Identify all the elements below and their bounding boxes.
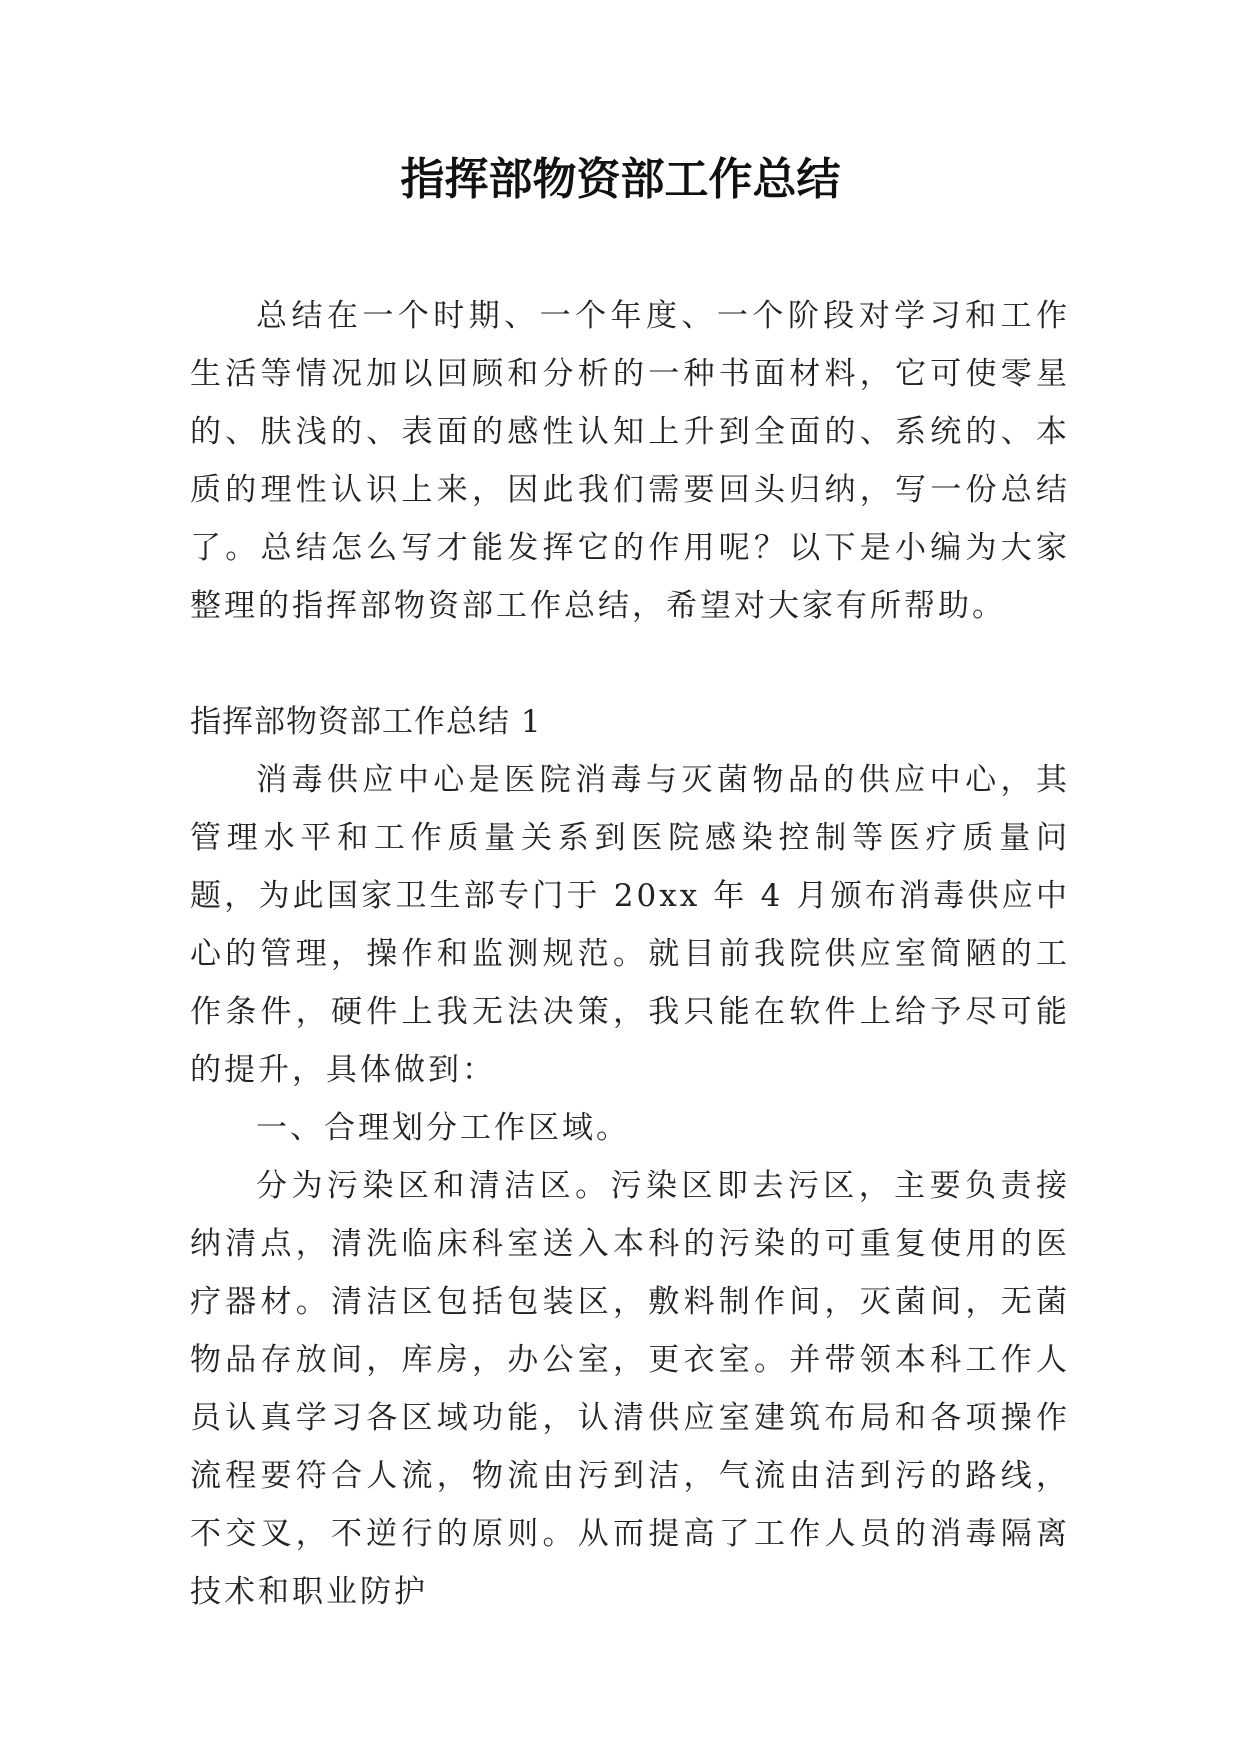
section-1-item-1-heading: 一、合理划分工作区域。 bbox=[256, 1110, 630, 1146]
section-1-paragraph-1: 消毒供应中心是医院消毒与灭菌物品的供应中心，其管理水平和工作质量关系到医院感染控制等医疗质量问题，为此国家卫生部专门于 20xx 年 4 月颁布消毒供应中心的管理，操作和监测规范。就目前我院供应室简陋的工作条件，硬件上我无法决策，我只能在软件上给予尽可能的提升，具体做到： bbox=[190, 762, 1070, 1088]
section-1-paragraph-2: 分为污染区和清洁区。污染区即去污区，主要负责接纳清点，清洗临床科室送入本科的污染的可重复使用的医疗器材。清洁区包括包装区，敷料制作间，灭菌间，无菌物品存放间，库房，办公室，更衣室。并带领本科工作人员认真学习各区域功能，认清供应室建筑布局和各项操作流程要符合人流，物流由污到洁，气流由洁到污的路线，不交叉，不逆行的原则。从而提高了工作人员的消毒隔离技术和职业防护 bbox=[190, 1168, 1070, 1610]
document-title: 指挥部物资部工作总结 bbox=[400, 154, 841, 205]
intro-paragraph: 总结在一个时期、一个年度、一个阶段对学习和工作生活等情况加以回顾和分析的一种书面材料，它可使零星的、肤浅的、表面的感性认知上升到全面的、系统的、本质的理性认识上来，因此我们需要回头归纳，写一份总结了。总结怎么写才能发挥它的作用呢？以下是小编为大家整理的指挥部物资部工作总结，希望对大家有所帮助。 bbox=[190, 298, 1070, 624]
section-1-title: 指挥部物资部工作总结 1 bbox=[190, 704, 542, 740]
